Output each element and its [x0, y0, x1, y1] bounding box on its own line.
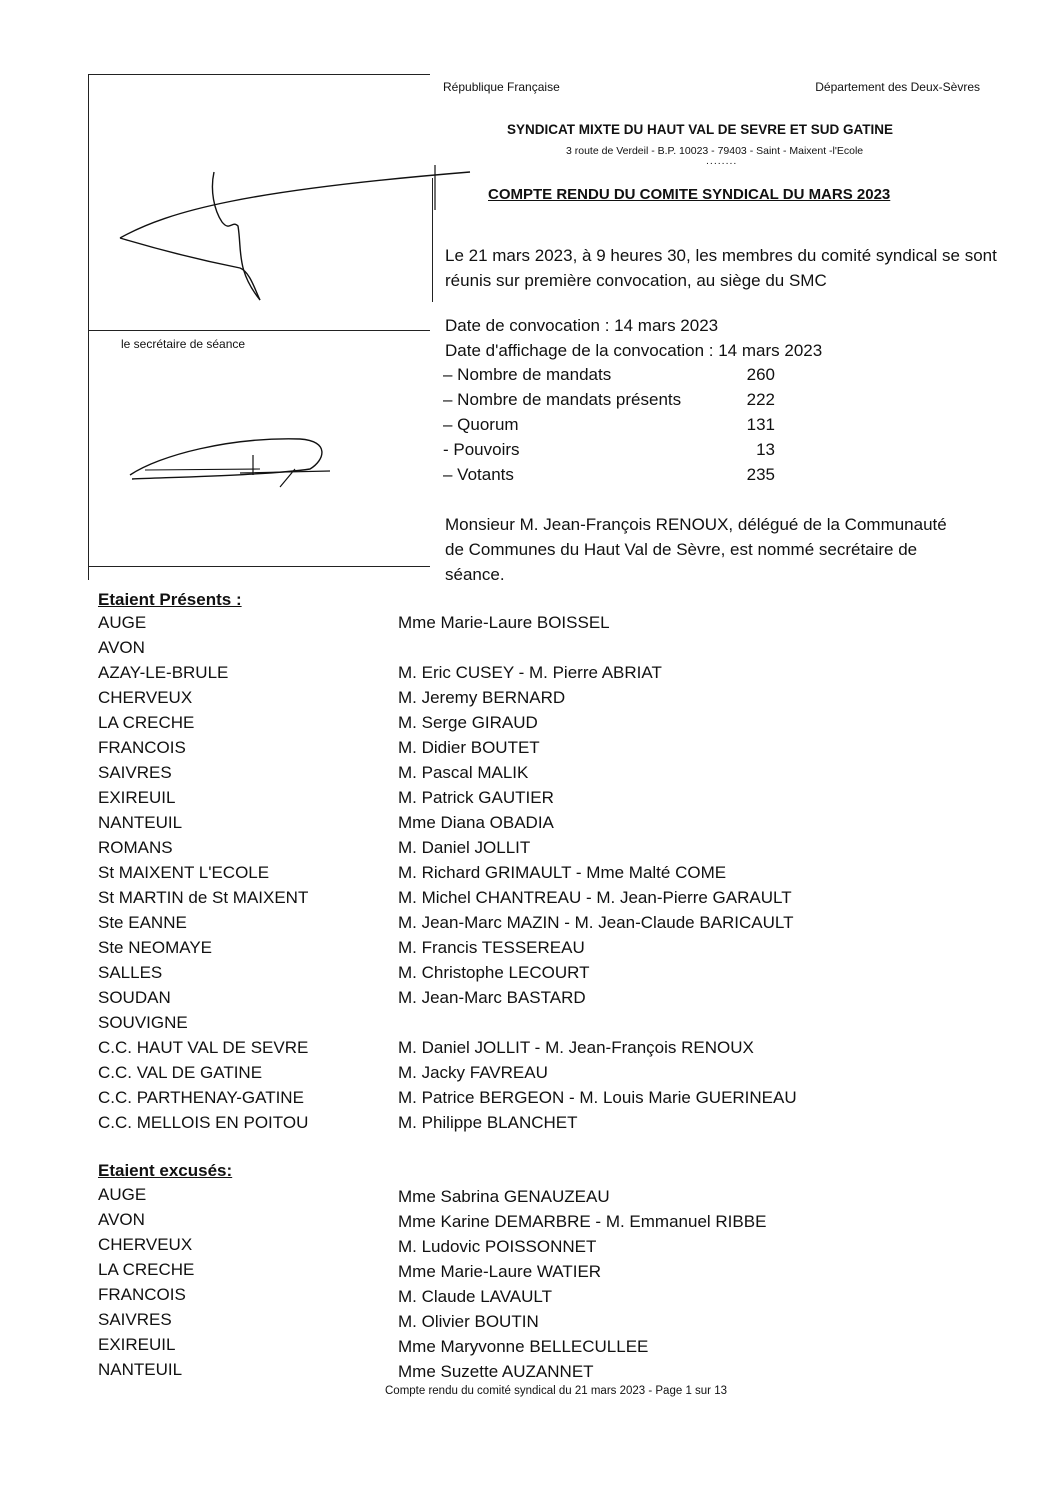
member-names: M. Olivier BOUTIN — [398, 1312, 539, 1331]
member-names — [398, 635, 797, 660]
commune-name: SOUVIGNE — [98, 1013, 188, 1032]
commune-name: SALLES — [98, 963, 163, 982]
commune-name: AZAY-LE-BRULE — [98, 663, 229, 682]
member-names: M. Eric CUSEY - M. Pierre ABRIAT — [398, 663, 662, 682]
commune-name: NANTEUIL — [98, 1360, 183, 1379]
commune-name: Ste NEOMAYE — [98, 938, 212, 957]
commune-name: EXIREUIL — [98, 1335, 176, 1354]
member-names: M. Pascal MALIK — [398, 763, 529, 782]
stat-row — [443, 462, 775, 487]
stat-row — [443, 387, 775, 412]
member-names: M. Claude LAVAULT — [398, 1287, 553, 1306]
commune-name: CHERVEUX — [98, 1235, 193, 1254]
member-names: Mme Karine DEMARBRE - M. Emmanuel RIBBE — [398, 1212, 767, 1231]
president-signature — [110, 160, 490, 310]
stat-label: – Nombre de mandats — [443, 365, 612, 384]
member-names: M. Jeremy BERNARD — [398, 688, 566, 707]
commune-name: LA CRECHE — [98, 713, 195, 732]
member-names: Mme Marie-Laure BOISSEL — [398, 613, 610, 632]
stat-row — [443, 412, 775, 437]
stat-label: – Nombre de mandats présents — [443, 390, 682, 409]
member-names: M. Michel CHANTREAU - M. Jean-Pierre GARAULT — [398, 888, 792, 907]
member-names: M. Francis TESSEREAU — [398, 938, 585, 957]
member-names: M. Serge GIRAUD — [398, 713, 538, 732]
member-names: M. Jean-Marc BASTARD — [398, 988, 586, 1007]
member-names: M. Christophe LECOURT — [398, 963, 590, 982]
member-names — [398, 1010, 797, 1035]
stat-label: - Pouvoirs — [443, 440, 520, 459]
commune-name: C.C. VAL DE GATINE — [98, 1063, 263, 1082]
commune-name: SAIVRES — [98, 763, 172, 782]
stat-row — [443, 362, 775, 387]
commune-name: AUGE — [98, 1185, 147, 1204]
commune-name: C.C. HAUT VAL DE SEVRE — [98, 1038, 309, 1057]
commune-name: FRANCOIS — [98, 738, 186, 757]
commune-name: C.C. PARTHENAY-GATINE — [98, 1088, 304, 1107]
intro-line-2: réunis sur première convocation, au siège du SMC — [445, 271, 827, 290]
commune-name: St MAIXENT L'ECOLE — [98, 863, 270, 882]
commune-name: AVON — [98, 638, 145, 657]
secretary-line-2: de Communes du Haut Val de Sèvre, est nommé secrétaire de — [445, 540, 918, 559]
intro-line-1: Le 21 mars 2023, à 9 heures 30, les membres du comité syndical se sont — [445, 246, 997, 265]
header-republique: République Française — [443, 80, 560, 94]
header-departement: Département des Deux-Sèvres — [815, 80, 980, 94]
member-names: Mme Suzette AUZANNET — [398, 1362, 594, 1381]
stat-value: 235 — [746, 465, 775, 484]
stat-value: 260 — [746, 365, 775, 384]
commune-name: LA CRECHE — [98, 1260, 195, 1279]
member-names: M. Richard GRIMAULT - Mme Malté COME — [398, 863, 727, 882]
commune-name: CHERVEUX — [98, 688, 193, 707]
excuses-members — [398, 1184, 766, 1384]
member-names: M. Jacky FAVREAU — [398, 1063, 548, 1082]
secretary-line-1: Monsieur M. Jean-François RENOUX, délégué de la Communauté — [445, 515, 947, 534]
stat-value: 222 — [746, 390, 775, 409]
member-names: M. Jean-Marc MAZIN - M. Jean-Claude BARICAULT — [398, 913, 794, 932]
affichage-date: Date d'affichage de la convocation : 14 mars 2023 — [445, 341, 823, 360]
page-footer: Compte rendu du comité syndical du 21 mars 2023 - Page 1 sur 13 — [385, 1385, 727, 1397]
commune-name: AVON — [98, 1210, 145, 1229]
commune-name: FRANCOIS — [98, 1285, 186, 1304]
commune-name: C.C. MELLOIS EN POITOU — [98, 1113, 309, 1132]
secretary-label: le secrétaire de séance — [121, 337, 246, 351]
stat-row — [443, 437, 775, 462]
member-names: M. Patrice BERGEON - M. Louis Marie GUERINEAU — [398, 1088, 797, 1107]
commune-name: SAIVRES — [98, 1310, 172, 1329]
excuses-communes — [98, 1182, 194, 1382]
stat-label: – Quorum — [443, 415, 519, 434]
commune-name: NANTEUIL — [98, 813, 183, 832]
presents-heading: Etaient Présents : — [98, 590, 242, 609]
commune-name: St MARTIN de St MAIXENT — [98, 888, 309, 907]
stat-value: 13 — [756, 440, 775, 459]
commune-name: Ste EANNE — [98, 913, 187, 932]
commune-name: SOUDAN — [98, 988, 171, 1007]
document-title: COMPTE RENDU DU COMITE SYNDICAL DU MARS 2023 — [488, 186, 891, 203]
secretary-signature — [120, 425, 340, 500]
excuses-heading: Etaient excusés: — [98, 1161, 233, 1180]
stat-label: – Votants — [443, 465, 514, 484]
member-names: Mme Diana OBADIA — [398, 813, 554, 832]
address-dots: ........ — [706, 155, 738, 167]
member-names: Mme Sabrina GENAUZEAU — [398, 1187, 610, 1206]
member-names: M. Philippe BLANCHET — [398, 1113, 578, 1132]
presents-members — [398, 610, 797, 1135]
commune-name: ROMANS — [98, 838, 173, 857]
presents-communes — [98, 610, 308, 1135]
stat-value: 131 — [746, 415, 775, 434]
commune-name: AUGE — [98, 613, 147, 632]
member-names: M. Patrick GAUTIER — [398, 788, 554, 807]
member-names: M. Daniel JOLLIT — [398, 838, 531, 857]
member-names: M. Daniel JOLLIT - M. Jean-François RENOUX — [398, 1038, 754, 1057]
commune-name: EXIREUIL — [98, 788, 176, 807]
secretary-line-3: séance. — [445, 565, 505, 584]
org-name: SYNDICAT MIXTE DU HAUT VAL DE SEVRE ET SUD GATINE — [507, 122, 894, 137]
member-names: Mme Marie-Laure WATIER — [398, 1262, 602, 1281]
member-names: M. Didier BOUTET — [398, 738, 540, 757]
member-names: M. Ludovic POISSONNET — [398, 1237, 597, 1256]
member-names: Mme Maryvonne BELLECULLEE — [398, 1337, 649, 1356]
convocation-date: Date de convocation : 14 mars 2023 — [445, 316, 719, 335]
org-address: 3 route de Verdeil - B.P. 10023 - 79403 - Saint - Maixent -l'Ecole — [566, 145, 864, 157]
